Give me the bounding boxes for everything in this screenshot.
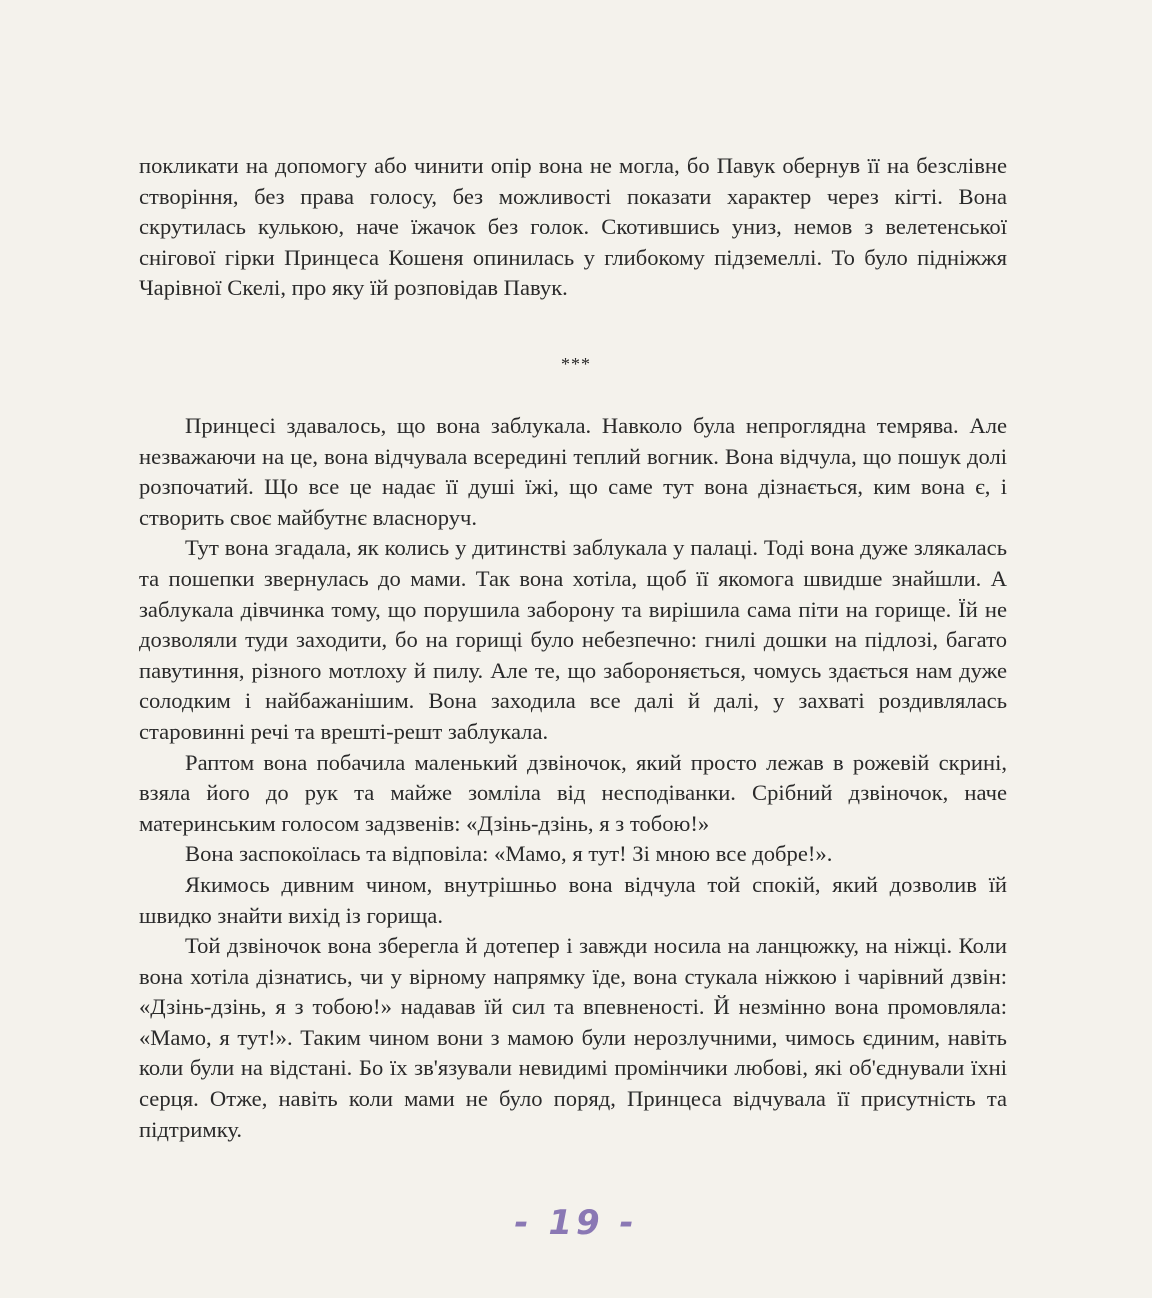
paragraph: Принцесі здавалось, що вона заблукала. Навколо була непроглядна темрява. Але незважаючи на це, вона відчувала всередині теплий вогник. Вона відчула, що пошук долі розпочатий. Що все це надає її душі їжі, що саме тут вона дізнається, ким вона є, і створить своє майбутнє власноруч.	[139, 413, 1007, 530]
paragraph: Якимось дивним чином, внутрішньо вона відчула той спокій, який дозволив їй швидко знайти вихід із горища.	[139, 871, 1007, 928]
page-number: - 19 -	[514, 1203, 638, 1243]
main-text-block	[139, 411, 1007, 1145]
paragraph: Той дзвіночок вона зберегла й дотепер і завжди носила на ланцюжку, на ніжці. Коли вона хотіла дізнатись, чи у вірному напрямку їде, вона стукала ніжкою і чарівний дзвін: «Дзінь-дзінь, я з тобою!» надавав їй сил та впевненості. Й незмінно вона промовляла: «Мамо, я тут!». Таким чином вони з мамою були нерозлучними, чимось єдиним, навіть коли були на відстані. Бо їх зв'язували невидимі промінчики любові, які об'єднували їхні серця. Отже, навіть коли мами не було поряд, Принцеса відчувала її присутність та підтримку.	[139, 933, 1007, 1142]
paragraph: Вона заспокоїлась та відповіла: «Мамо, я тут! Зі мною все добре!».	[185, 841, 833, 867]
intro-paragraph: покликати на допомогу або чинити опір вона не могла, бо Павук обернув її на безслівне створіння, без права голосу, без можливості показати характер через кігті. Вона скрутилась кулькою, наче їжачок без голок. Скотившись униз, немов з велетенської снігової гірки Принцеса Кошеня опинилась у глибокому підземеллі. То було підніжжя Чарівної Скелі, про яку їй розповідав Павук.	[139, 153, 1007, 301]
paragraph: Раптом вона побачила маленький дзвіночок, який просто лежав в рожевій скрині, взяла його до рук та майже зомліла від несподіванки. Срібний дзвіночок, наче материнським голосом задзвенів: «Дзінь-дзінь, я з тобою!»	[139, 749, 1007, 836]
paragraph: Тут вона згадала, як колись у дитинстві заблукала у палаці. Тоді вона дуже злякалась та пошепки звернулась до мами. Так вона хотіла, щоб її якомога швидше знайшли. А заблукала дівчинка тому, що порушила заборону та вирішила сама піти на горище. Їй не дозволяли туди заходити, бо на горищі було небезпечно: гнилі дошки на підлозі, багато павутиння, різного мотлоху й пилу. Але те, що забороняється, чомусь здається нам дуже солодким і найбажанішим. Вона заходила все далі й далі, у захваті роздивлялась старовинні речі та врешті-решт заблукала.	[139, 535, 1007, 744]
intro-text-block	[139, 151, 1007, 304]
section-separator: ***	[561, 354, 591, 374]
